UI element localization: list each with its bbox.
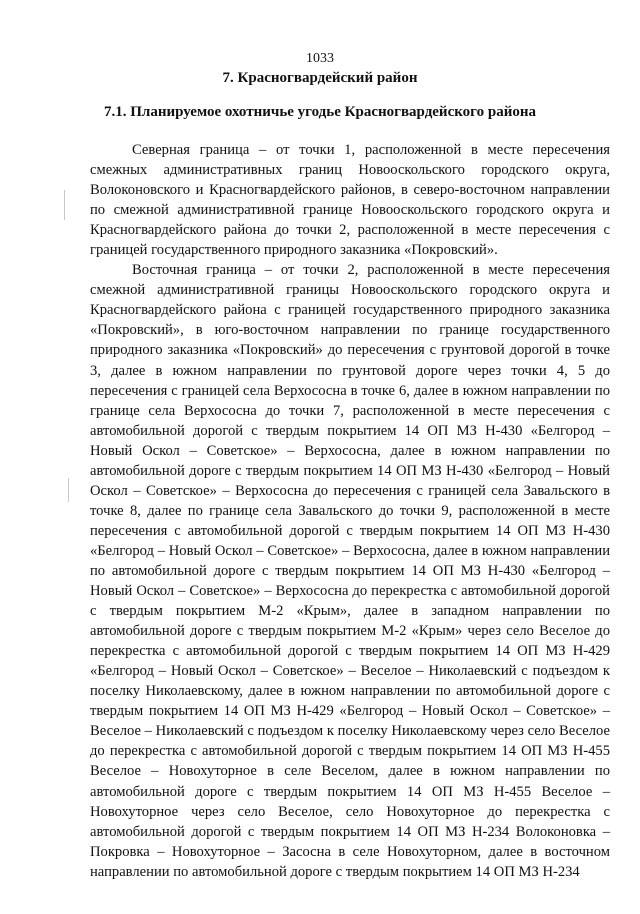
body-text [90,140,610,882]
page-number: 1033 [306,51,334,66]
paragraph-northern-border: Северная граница – от точки 1, расположенной в месте пересечения смежных административных границ Новооскольского городского округа, Волоконовского и Красногвардейского районов, в северо-восточном направлении по смежной административной границе Новооскольского городского округа и Красногвардейского района до точки 2, расположенной в месте пересечения с границей государственного природного заказника «Покровский». [90,142,610,259]
paragraph-eastern-border: Восточная граница – от точки 2, расположенной в месте пересечения смежной административной границы Новооскольского городского округа и Красногвардейского района с границей государственного природного заказника «Покровский», в юго-восточном направлении по границе государственного природного заказника «Покровский» до пересечения с грунтовой дорогой в точке 3, далее в южном направлении по грунтовой дороге через точки 4, 5 до пересечения с границей села Верхососна в точке 6, далее в южном направлении по границе села Верхососна до точки 7, расположенной в месте пересечения с автомобильной дорогой с твердым покрытием 14 ОП МЗ Н-430 «Белгород – Новый Оскол – Советское» – Верхососна, далее в южном направлении по автомобильной дороге с твердым покрытием 14 ОП МЗ Н-430 «Белгород – Новый Оскол – Советское» – Верхососна до пересечения с границей села Завальского в точке 8, далее по границе села Завальского до точки 9, расположенной в месте пересечения с автомобильной дорогой с твердым покрытием 14 ОП МЗ Н-430 «Белгород – Новый Оскол – Советское» – Верхососна, далее в южном направлении по автомобильной дороге с твердым покрытием 14 ОП МЗ Н-430 «Белгород – Новый Оскол – Советское» – Верхососна до перекрестка с автомобильной дорогой с твердым покрытием М-2 «Крым», далее в западном направлении по автомобильной дороге с твердым покрытием М-2 «Крым» через село Веселое до перекрестка с автомобильной дорогой с твердым покрытием 14 ОП МЗ Н-429 «Белгород – Новый Оскол – Советское» – Веселое – Николаевский с подъездом к поселку Николаевскому, далее в южном направлении по автомобильной дороге с твердым покрытием 14 ОП МЗ Н-429 «Белгород – Новый Оскол – Советское» – Веселое – Николаевский с подъездом к поселку Николаевскому через село Веселое до перекрестка с автомобильной дорогой с твердым покрытием 14 ОП МЗ Н-455 Веселое – Новохуторное в селе Веселом, далее в южном направлении по автомобильной дороге с твердым покрытием 14 ОП МЗ Н-455 Веселое – Новохуторное через село Веселое, село Новохуторное до перекрестка с автомобильной дорогой с твердым покрытием 14 ОП МЗ Н-234 Волоконовка – Покровка – Новохуторное – Засосна в селе Новохуторном, далее в восточном направлении по автомобильной дороге с твердым покрытием 14 ОП МЗ Н-234 [90,262,610,880]
scan-margin-mark [64,190,65,220]
scan-margin-mark [68,478,69,502]
section-title: 7.1. Планируемое охотничье угодье Красногвардейского района [103,104,536,120]
chapter-title: 7. Красногвардейский район [222,70,418,86]
